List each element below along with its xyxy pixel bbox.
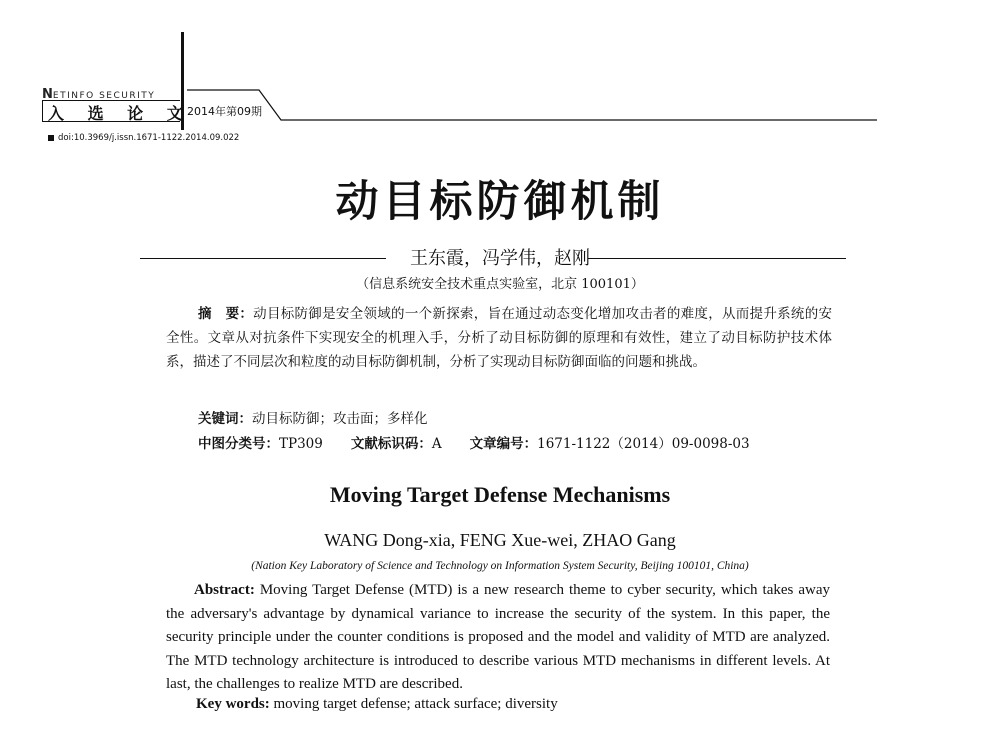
en-abstract-text: Moving Target Defense (MTD) is a new research theme to cyber security, which takes away the adversary's advantage by dynamical variance to increase the security of the system. In this paper, the security principle under the counter conditions is proposed and the model and validity of MTD are analyzed. The MTD technology architecture is introduced to describe various MTD mechanisms in different levels. At last, the challenges to realize MTD are described. — [166, 582, 830, 692]
cn-classification-row — [198, 432, 750, 452]
cn-class-value: TP309 — [279, 436, 323, 452]
cn-affiliation: （信息系统安全技术重点实验室，北京 100101） — [356, 277, 644, 292]
en-abstract-label: Abstract: — [194, 582, 255, 598]
cn-authors: 王东霞，冯学伟，赵刚 — [410, 248, 590, 269]
cn-keywords — [198, 407, 428, 427]
issue-label: 2014年第09期 — [187, 105, 262, 118]
column-label: 入 选 论 文 — [48, 104, 192, 123]
doi-text: doi:10.3969/j.issn.1671-1122.2014.09.022 — [58, 133, 240, 143]
en-keywords-text: moving target defense; attack surface; diversity — [273, 696, 558, 712]
cn-keywords-label: 关键词： — [198, 411, 252, 427]
cn-abstract-text: 动目标防御是安全领域的一个新探索，旨在通过动态变化增加攻击者的难度，从而提升系统的安全性。文章从对抗条件下实现安全的机理入手，分析了动目标防御的原理和有效性，建立了动目标防护技术体系，描述了不同层次和粒度的动目标防御机制，分析了实现动目标防御面临的问题和挑战。 — [166, 306, 832, 370]
en-authors: WANG Dong-xia, FENG Xue-wei, ZHAO Gang — [324, 530, 676, 550]
en-affiliation: (Nation Key Laboratory of Science and Technology on Information System Security, Beijing 100101, China) — [251, 560, 749, 572]
cn-doccode-value: A — [431, 436, 442, 452]
en-title: Moving Target Defense Mechanisms — [329, 482, 671, 507]
cn-article-no-value: 1671-1122（2014）09-0098-03 — [537, 436, 750, 452]
journal-name-logo-letter: N — [42, 87, 53, 102]
cn-abstract — [166, 302, 832, 374]
journal-name-text: ETINFO SECURITY — [52, 91, 156, 101]
cn-abstract-label: 摘 要： — [198, 306, 254, 322]
en-keywords — [196, 696, 558, 713]
cn-title: 动目标防御机制 — [335, 177, 665, 227]
header-rule — [187, 88, 877, 124]
doi-bullet-icon — [48, 135, 54, 141]
cn-doccode — [351, 432, 442, 452]
cn-class — [198, 432, 323, 452]
en-abstract — [166, 579, 830, 697]
doi-line — [48, 133, 239, 143]
cn-class-label: 中图分类号： — [198, 436, 279, 452]
cn-keywords-text: 动目标防御；攻击面；多样化 — [252, 411, 428, 427]
cn-article-no — [470, 432, 750, 452]
en-keywords-label: Key words: — [196, 696, 270, 712]
cn-doccode-label: 文献标识码： — [350, 436, 432, 452]
cn-article-no-label: 文章编号： — [469, 436, 538, 452]
